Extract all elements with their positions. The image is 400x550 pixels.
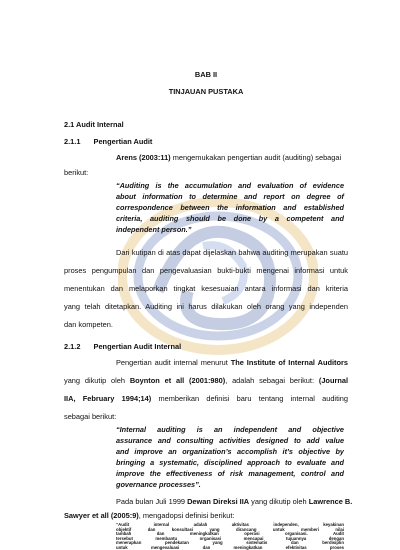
paragraph-line	[116, 153, 341, 162]
subsection-number: 2.1.2	[64, 342, 81, 351]
subsection-number: 2.1.1	[64, 137, 81, 146]
text-span: yang dikutip oleh	[249, 497, 309, 506]
paragraph-line: Dari kutipan di atas dapat dijelaskan bahwa auditing merupakan suatu	[116, 248, 348, 257]
paragraph-line	[64, 394, 348, 403]
paragraph-line: berikut:	[64, 168, 89, 177]
quote-line: about information to determine and report on degree of	[116, 192, 344, 201]
paragraph-line	[64, 376, 348, 385]
paragraph-line: dan kompeten.	[64, 320, 113, 329]
quote-line: “Auditing is the accumulation and evaluation of evidence	[116, 181, 344, 190]
text-span: memberikan definisi baru tentang internal auditing	[151, 394, 348, 403]
quote-line: bringing a systematic, disciplined approach to evaluate and	[116, 458, 344, 467]
paragraph-line: sebagai berikut:	[64, 412, 117, 421]
subsection-heading	[64, 137, 152, 146]
quote-line: correspondence between the information and established	[116, 203, 344, 212]
subsection-title: Pengertian Audit	[93, 137, 153, 146]
paragraph-line: proses pengumpulan dan pengevaluasian bukti-bukti mengenai informasi untuk	[64, 266, 348, 275]
section-heading: 2.1 Audit Internal	[64, 120, 124, 129]
quote-line: menerapkan pendekatan yang sistematis dan berdisiplin	[116, 540, 344, 546]
quote-line: criteria, auditing should be done by a competent and	[116, 214, 344, 223]
citation: The Institute of Internal Auditors	[230, 358, 348, 367]
citation: Arens (2003:11)	[116, 153, 171, 162]
text-span: mengemukakan pengertian audit (auditing) sebagai	[170, 153, 342, 162]
subsection-heading	[64, 342, 181, 351]
citation: Dewan Direksi IIA	[187, 497, 250, 506]
paragraph-line: yang telah ditetapkan. Auditing ini harus dilakukan oleh orang yang independen	[64, 302, 348, 311]
quote-line: “Audit internal adalah aktivitas independen, keyakinan	[116, 522, 344, 527]
paragraph-line	[64, 511, 235, 520]
chapter-number: BAB II	[194, 70, 218, 79]
quote-line: assurance and consulting activities designed to add value	[116, 436, 344, 445]
chapter-title: TINJAUAN PUSTAKA	[168, 87, 244, 96]
quote-line: tersebut membantu organisasi mencapai tujuannya dengan	[116, 535, 344, 541]
quote-line: objektif dan konsultasi yang dirancang untuk memberi nilai	[116, 526, 344, 532]
citation: Sawyer et all (2005:9)	[64, 511, 139, 520]
quote-line: improve the effectiveness of risk management, control and	[116, 469, 344, 478]
quote-line: tambah dan meningkatkan operasi organisasi. Audit	[116, 531, 344, 537]
text-span: , mengadopsi definisi berikut:	[138, 511, 235, 520]
citation: IIA, February 1994;14)	[64, 394, 152, 403]
subsection-title: Pengertian Audit Internal	[93, 342, 182, 351]
citation: (Journal	[318, 376, 349, 385]
text-span: yang dikutip oleh	[64, 376, 130, 385]
quote-line: untuk mengevaluasi dan meningkatkan efektivitas proses	[116, 545, 344, 550]
quote-line: governance processes”.	[116, 480, 201, 489]
paragraph-line	[116, 497, 353, 506]
text-span: Pada bulan Juli 1999	[116, 497, 188, 506]
paragraph-line	[116, 358, 348, 367]
quote-line: independent person.”	[116, 225, 192, 234]
quote-line: “Internal auditing is an independent and objective	[116, 425, 344, 434]
text-span: Pengertian audit internal menurut	[116, 358, 231, 367]
quote-line: and improve an organization’s accomplish it’s objective by	[116, 447, 344, 456]
citation: Boynton et all (2001:980)	[129, 376, 226, 385]
paragraph-line: menentukan dan melaporkan tingkat kesesuaian antara informasi dan kriteria	[64, 284, 348, 293]
citation: Lawrence B.	[308, 497, 353, 506]
text-span: , adalah sebagai berikut:	[225, 376, 319, 385]
